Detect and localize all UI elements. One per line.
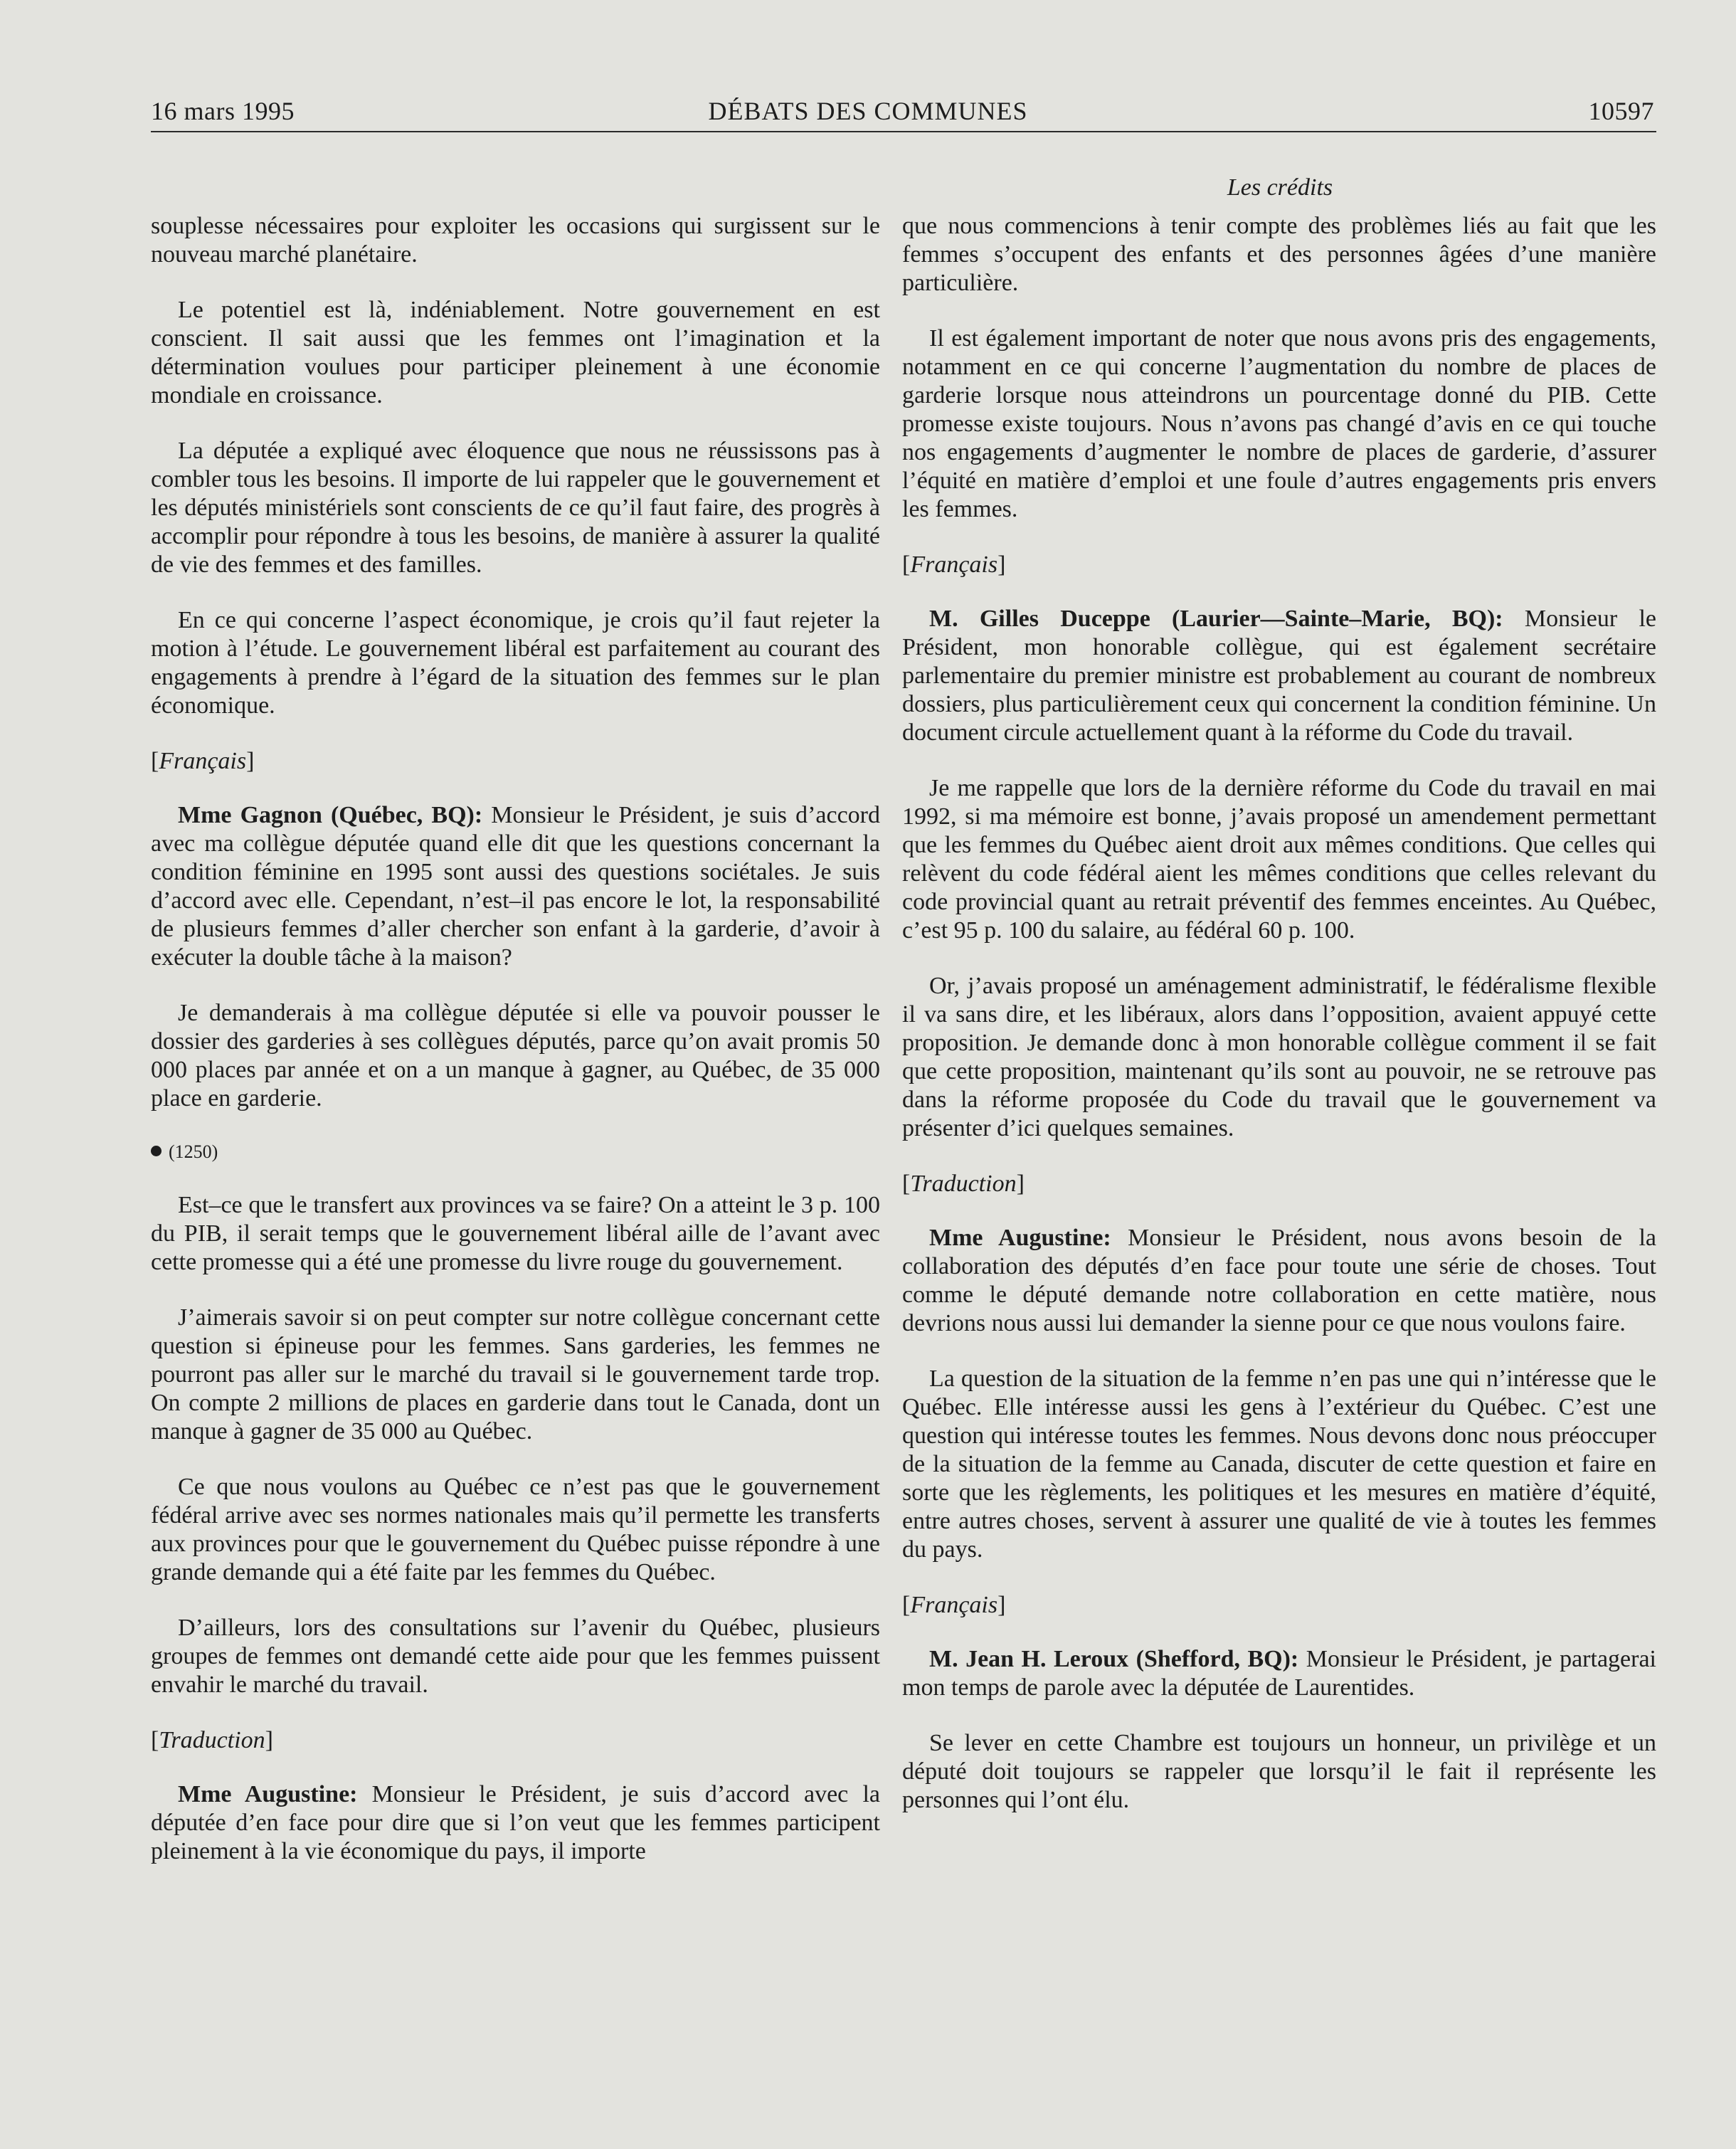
language-label: [ Français ]: [151, 747, 880, 776]
language-label: [ Traduction ]: [151, 1726, 880, 1755]
paragraph: Il est également important de noter que nous avons pris des engagements, notamment en ce qui concerne l’augmentation du nombre de places de garderie lorsque nous atteindrons un pourcentage donné du PIB. Cette promesse existe toujours. Nous n’avons pas changé d’avis en ce qui touche nos engagements d’augmenter le nombre de places de garderie, d’assurer l’équité en matière d’emploi et une foule d’autres engagements pris envers les femmes.: [902, 325, 1656, 522]
paragraph: J’aimerais savoir si on peut compter sur notre collègue concernant cette question si épineuse pour les femmes. Sans garderies, les femmes ne pourront pas aller sur le marché du travail si le gouvernement tarde trop. On compte 2 millions de places en garderie dans tout le Canada, dont un manque à gagner de 35 000 au Québec.: [151, 1304, 880, 1445]
paragraph: que nous commencions à tenir compte des problèmes liés au fait que les femmes s’occupent des enfants et des personnes âgées d’une manière particulière.: [902, 213, 1656, 296]
speech-paragraph: [902, 1645, 1656, 1702]
paragraph: En ce qui concerne l’aspect économique, je crois qu’il faut rejeter la motion à l’étude. Le gouvernement libéral est parfaitement au courant des engagements à prendre à l’égard de la situation des femmes sur le plan économique.: [151, 607, 880, 719]
paragraph: souplesse nécessaires pour exploiter les occasions qui surgissent sur le nouveau marché planétaire.: [151, 213, 880, 268]
paragraph: Je me rappelle que lors de la dernière réforme du Code du travail en mai 1992, si ma mémoire est bonne, j’avais proposé un amendement permettant que les femmes du Québec aient droit aux mêmes conditions. Que celles qui relèvent du code fédéral aient les mêmes conditions que celles relevant du code provincial quant au retrait préventif des femmes enceintes. Au Québec, c’est 95 p. 100 du salaire, au fédéral 60 p. 100.: [902, 775, 1656, 944]
speech-text: Monsieur le Président, mon honorable collègue, qui est également secrétaire parlementaire du premier ministre est probablement au courant de nombreux dossiers, plus particulièrement ceux qui concernent la condition féminine. Un document circule actuellement quant à la réforme du Code du travail.: [902, 606, 1656, 746]
paragraph: Or, j’avais proposé un aménagement administratif, le fédéralisme flexible il va sans dire, et les libéraux, alors dans l’opposition, avaient appuyé cette proposition. Je demande donc à mon honorable collègue comment il se fait que cette proposition, maintenant qu’ils sont au pouvoir, ne se retrouve pas dans la réforme proposée du Code du travail que le gouvernement va présenter d’ici quelques semaines.: [902, 973, 1656, 1141]
speaker-name: M. Jean H. Leroux (Shefford, BQ):: [929, 1646, 1299, 1672]
speaker-name: Mme Augustine:: [929, 1225, 1111, 1251]
bullet-icon: [151, 1146, 162, 1156]
paragraph: Se lever en cette Chambre est toujours un honneur, un privilège et un député doit toujours se rappeler que lorsqu’il le fait il représente les personnes qui l’ont élu.: [902, 1730, 1656, 1813]
paragraph: Ce que nous voulons au Québec ce n’est pas que le gouvernement fédéral arrive avec ses normes nationales mais qu’il permette les transferts aux provinces pour que le gouvernement du Québec puisse répondre à une grande demande qui a été faite par les femmes du Québec.: [151, 1474, 880, 1585]
speech-paragraph: [902, 1224, 1656, 1338]
speech-paragraph: [902, 605, 1656, 747]
header-date: 16 mars 1995: [151, 97, 295, 125]
speech-paragraph: [151, 801, 880, 972]
speaker-name: M. Gilles Duceppe (Laurier—Sainte–Marie, BQ):: [929, 606, 1503, 632]
speech-text: Monsieur le Président, je suis d’accord avec la députée d’en face pour dire que si l’on veut que les femmes participent pleinement à la vie économique du pays, il importe: [151, 1781, 880, 1864]
speech-text: Monsieur le Président, nous avons besoin de la collaboration des députés d’en face pour toute une série de choses. Tout comme le député demande notre collaboration en cette matière, nous devrions nous aussi lui demander la sienne pour ce que nous voulons faire.: [902, 1225, 1656, 1336]
language-label: [ Français ]: [902, 551, 1656, 579]
section-title: Les crédits: [1227, 174, 1333, 201]
right-column: [902, 212, 1656, 1842]
speech-text: Monsieur le Président, je partagerai mon temps de parole avec la députée de Laurentides.: [902, 1646, 1656, 1701]
speaker-name: Mme Gagnon (Québec, BQ):: [178, 802, 483, 828]
header-page-number: 10597: [1588, 97, 1654, 125]
paragraph: Je demanderais à ma collègue députée si elle va pouvoir pousser le dossier des garderies à ses collègues députés, parce qu’on avait promis 50 000 places par année et on a un manque à gagner, au Québec, de 35 000 place en garderie.: [151, 1000, 880, 1112]
paragraph: Est–ce que le transfert aux provinces va se faire? On a atteint le 3 p. 100 du PIB, il serait temps que le gouvernement libéral aille de l’avant avec cette promesse qui a été une promesse du livre rouge du gouvernement.: [151, 1192, 880, 1275]
language-label: [ Français ]: [902, 1591, 1656, 1620]
header-rule: [151, 131, 1656, 132]
paragraph: Le potentiel est là, indéniablement. Notre gouvernement en est conscient. Il sait aussi que les femmes ont l’imagination et la détermination voulues pour participer pleinement à une économie mondiale en croissance.: [151, 297, 880, 408]
paragraph: La députée a expliqué avec éloquence que nous ne réussissons pas à combler tous les besoins. Il importe de lui rappeler que le gouvernement et les députés ministériels sont conscients de ce qu’il faut faire, des progrès à accomplir pour répondre à tous les besoins, de manière à assurer la qualité de vie des femmes et des familles.: [151, 438, 880, 578]
timestamp: [151, 1140, 880, 1164]
speech-paragraph: [151, 1780, 880, 1866]
paragraph: La question de la situation de la femme n’en pas une qui n’intéresse que le Québec. Elle intéresse aussi les gens à l’extérieur du Québec. C’est une question qui intéresse toutes les femmes. Nous devons donc nous préoccuper de la situation de la femme au Canada, discuter de cette question et faire en sorte que les règlements, les politiques et les mesures en matière d’équité, entre autres choses, servent à assurer une qualité de vie à toutes les femmes du pays.: [902, 1366, 1656, 1563]
speaker-name: Mme Augustine:: [178, 1781, 358, 1807]
timestamp-text: (1250): [169, 1141, 218, 1162]
header-title: DÉBATS DES COMMUNES: [708, 97, 1028, 125]
language-label: [ Traduction ]: [902, 1170, 1656, 1198]
left-column: [151, 212, 880, 1893]
paragraph: D’ailleurs, lors des consultations sur l’avenir du Québec, plusieurs groupes de femmes ont demandé cette aide pour que les femmes puissent envahir le marché du travail.: [151, 1615, 880, 1698]
speech-text: Monsieur le Président, je suis d’accord avec ma collègue députée quand elle dit que les questions concernant la condition féminine en 1995 sont aussi des questions sociétales. Je suis d’accord avec elle. Cependant, n’est–il pas encore le lot, la responsabilité de plusieurs femmes d’aller chercher son enfant à la garderie, d’avoir à exécuter la double tâche à la maison?: [151, 802, 880, 971]
